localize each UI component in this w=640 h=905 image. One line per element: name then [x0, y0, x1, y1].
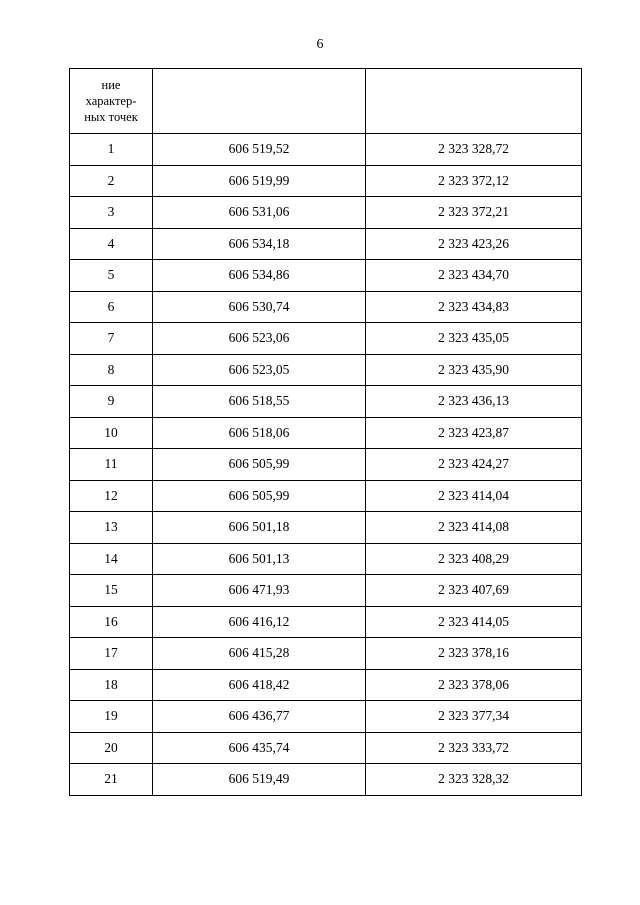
table-row [70, 197, 582, 229]
header-line: ние [101, 78, 121, 92]
cell-y: 2 323 435,05 [366, 323, 582, 355]
cell-y: 2 323 328,32 [366, 764, 582, 796]
cell-x: 606 501,18 [153, 512, 366, 544]
cell-x: 606 519,99 [153, 165, 366, 197]
table-row [70, 291, 582, 323]
cell-y: 2 323 333,72 [366, 732, 582, 764]
cell-x: 606 519,52 [153, 134, 366, 166]
cell-x: 606 523,06 [153, 323, 366, 355]
cell-x: 606 435,74 [153, 732, 366, 764]
cell-x: 606 471,93 [153, 575, 366, 607]
cell-x: 606 436,77 [153, 701, 366, 733]
cell-x: 606 505,99 [153, 480, 366, 512]
cell-x: 606 418,42 [153, 669, 366, 701]
table-row [70, 228, 582, 260]
cell-point-number: 2 [70, 165, 153, 197]
header-point-number [70, 69, 153, 134]
cell-point-number: 8 [70, 354, 153, 386]
cell-point-number: 1 [70, 134, 153, 166]
cell-y: 2 323 372,21 [366, 197, 582, 229]
cell-y: 2 323 408,29 [366, 543, 582, 575]
cell-y: 2 323 328,72 [366, 134, 582, 166]
table-row [70, 764, 582, 796]
cell-y: 2 323 436,13 [366, 386, 582, 418]
cell-x: 606 518,06 [153, 417, 366, 449]
cell-x: 606 501,13 [153, 543, 366, 575]
table-row [70, 134, 582, 166]
cell-y: 2 323 372,12 [366, 165, 582, 197]
table-row [70, 260, 582, 292]
cell-x: 606 518,55 [153, 386, 366, 418]
cell-y: 2 323 435,90 [366, 354, 582, 386]
cell-y: 2 323 423,87 [366, 417, 582, 449]
cell-y: 2 323 414,08 [366, 512, 582, 544]
header-y [366, 69, 582, 134]
cell-y: 2 323 423,26 [366, 228, 582, 260]
cell-point-number: 5 [70, 260, 153, 292]
table-row [70, 732, 582, 764]
cell-point-number: 11 [70, 449, 153, 481]
coordinates-table [69, 68, 582, 796]
cell-x: 606 534,18 [153, 228, 366, 260]
cell-x: 606 505,99 [153, 449, 366, 481]
table-row [70, 354, 582, 386]
cell-y: 2 323 434,70 [366, 260, 582, 292]
cell-y: 2 323 407,69 [366, 575, 582, 607]
cell-point-number: 17 [70, 638, 153, 670]
table-row [70, 165, 582, 197]
cell-point-number: 10 [70, 417, 153, 449]
table-row [70, 323, 582, 355]
cell-point-number: 16 [70, 606, 153, 638]
table-row [70, 386, 582, 418]
header-x [153, 69, 366, 134]
cell-x: 606 534,86 [153, 260, 366, 292]
cell-point-number: 13 [70, 512, 153, 544]
header-line: характер- [85, 94, 137, 108]
page-number: 6 [316, 37, 324, 52]
cell-point-number: 9 [70, 386, 153, 418]
cell-point-number: 19 [70, 701, 153, 733]
header-line: ных точек [84, 110, 138, 124]
cell-y: 2 323 434,83 [366, 291, 582, 323]
table-row [70, 669, 582, 701]
cell-x: 606 523,05 [153, 354, 366, 386]
table-row [70, 701, 582, 733]
table-row [70, 638, 582, 670]
cell-point-number: 12 [70, 480, 153, 512]
cell-point-number: 3 [70, 197, 153, 229]
table-row [70, 543, 582, 575]
table-row [70, 480, 582, 512]
cell-point-number: 20 [70, 732, 153, 764]
table-row [70, 512, 582, 544]
cell-y: 2 323 377,34 [366, 701, 582, 733]
cell-x: 606 415,28 [153, 638, 366, 670]
cell-point-number: 7 [70, 323, 153, 355]
cell-point-number: 21 [70, 764, 153, 796]
cell-point-number: 4 [70, 228, 153, 260]
table-header-row [70, 69, 582, 134]
cell-point-number: 14 [70, 543, 153, 575]
cell-x: 606 416,12 [153, 606, 366, 638]
cell-point-number: 6 [70, 291, 153, 323]
cell-y: 2 323 414,04 [366, 480, 582, 512]
cell-y: 2 323 378,16 [366, 638, 582, 670]
table-row [70, 606, 582, 638]
cell-y: 2 323 414,05 [366, 606, 582, 638]
cell-x: 606 530,74 [153, 291, 366, 323]
table-row [70, 449, 582, 481]
cell-y: 2 323 424,27 [366, 449, 582, 481]
cell-x: 606 519,49 [153, 764, 366, 796]
cell-y: 2 323 378,06 [366, 669, 582, 701]
cell-point-number: 18 [70, 669, 153, 701]
table-row [70, 575, 582, 607]
cell-point-number: 15 [70, 575, 153, 607]
table-row [70, 417, 582, 449]
cell-x: 606 531,06 [153, 197, 366, 229]
